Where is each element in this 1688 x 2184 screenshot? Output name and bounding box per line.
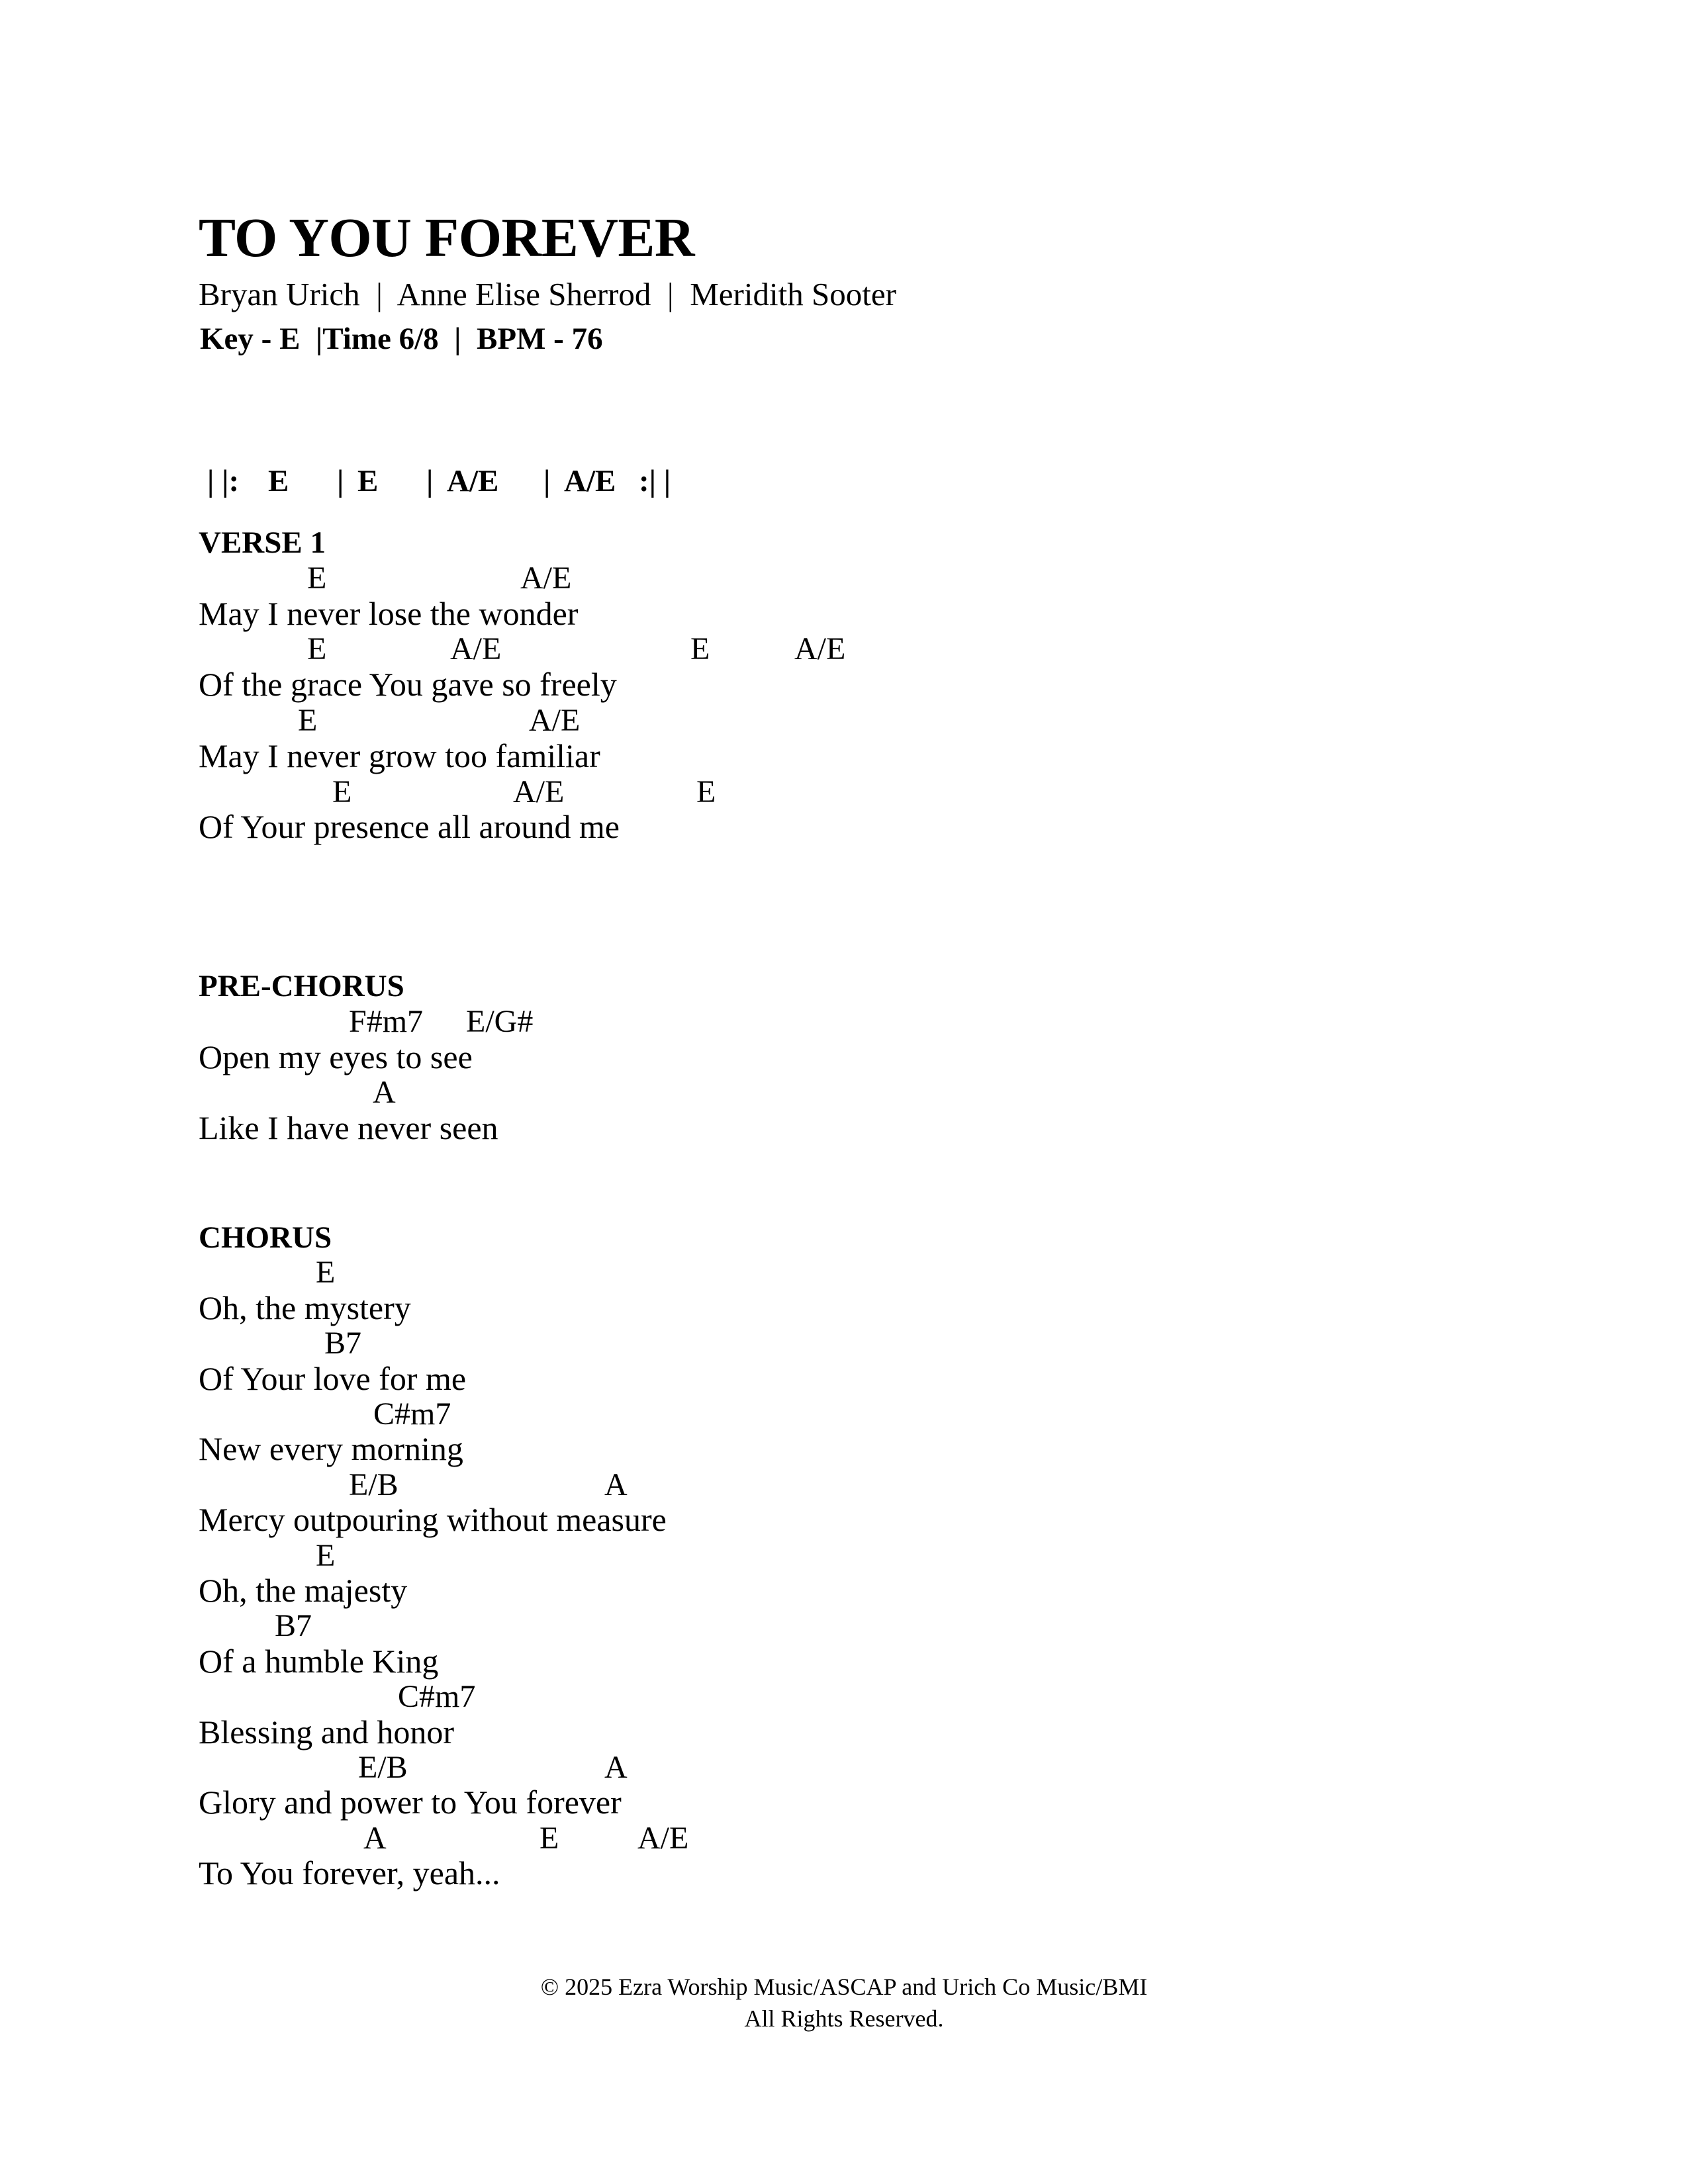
progression-chord: E xyxy=(357,464,379,498)
chord: E xyxy=(539,1820,559,1856)
chord: A/E xyxy=(637,1820,689,1856)
section-label: PRE-CHORUS xyxy=(199,969,404,1003)
lyric-line: Of a humble King xyxy=(199,1642,439,1680)
lyric-line: May I never grow too familiar xyxy=(199,737,600,774)
barline: | xyxy=(543,464,551,498)
chord: E/B xyxy=(349,1467,399,1502)
barline: :| | xyxy=(639,464,671,498)
chord: B7 xyxy=(324,1326,362,1361)
lyric-line: Of Your love for me xyxy=(199,1359,467,1397)
lyric-line: New every morning xyxy=(199,1430,463,1468)
barline: | |: xyxy=(207,464,240,498)
copyright-line: © 2025 Ezra Worship Music/ASCAP and Urich Co Music/BMI xyxy=(540,1974,1148,2000)
chord: E/B xyxy=(358,1750,408,1785)
lyric-line: May I never lose the wonder xyxy=(199,594,579,632)
chord: A xyxy=(363,1820,387,1856)
lyric-line: Of Your presence all around me xyxy=(199,808,620,846)
lyric-line: Oh, the majesty xyxy=(199,1572,408,1609)
lyric-line: Mercy outpouring without measure xyxy=(199,1501,667,1539)
chord: C#m7 xyxy=(398,1679,476,1715)
lyric-line: Glory and power to You forever xyxy=(199,1784,622,1821)
barline: | xyxy=(337,464,344,498)
chord: C#m7 xyxy=(373,1396,451,1432)
lyric-line: Like I have never seen xyxy=(199,1109,498,1147)
chord: A xyxy=(604,1467,628,1502)
progression-chord: A/E xyxy=(564,464,616,498)
song-title: TO YOU FOREVER xyxy=(199,207,695,269)
chord: E xyxy=(316,1537,336,1573)
chord: A/E xyxy=(450,631,502,667)
chord: A/E xyxy=(513,774,565,809)
chord: E xyxy=(332,774,352,809)
section-label: VERSE 1 xyxy=(199,525,326,560)
rights-reserved-line: All Rights Reserved. xyxy=(744,2005,944,2032)
song-authors: Bryan Urich | Anne Elise Sherrod | Meridith Sooter xyxy=(199,276,896,312)
song-meta-key-time-bpm: Key - E |Time 6/8 | BPM - 76 xyxy=(200,322,603,356)
barline: | xyxy=(426,464,434,498)
chord: B7 xyxy=(275,1608,312,1644)
lyric-line: To You forever, yeah... xyxy=(199,1854,500,1892)
chord: E/G# xyxy=(466,1003,534,1039)
section-label: CHORUS xyxy=(199,1220,332,1255)
chord: E xyxy=(298,703,318,738)
chord: E xyxy=(307,560,327,596)
chord: A xyxy=(373,1075,396,1111)
lyric-line: Blessing and honor xyxy=(199,1713,455,1751)
chord: E xyxy=(696,774,716,809)
progression-chord: A/E xyxy=(447,464,499,498)
lyric-line: Oh, the mystery xyxy=(199,1289,411,1326)
chord: A/E xyxy=(529,703,581,738)
chord: A/E xyxy=(794,631,846,667)
lyric-line: Open my eyes to see xyxy=(199,1038,473,1075)
progression-chord: E xyxy=(268,464,289,498)
chord: E xyxy=(690,631,710,667)
chord: E xyxy=(316,1255,336,1291)
chord: A/E xyxy=(520,560,572,596)
chord: A xyxy=(604,1750,628,1785)
chord: F#m7 xyxy=(349,1003,424,1039)
lyric-line: Of the grace You gave so freely xyxy=(199,666,617,704)
chord: E xyxy=(307,631,327,667)
